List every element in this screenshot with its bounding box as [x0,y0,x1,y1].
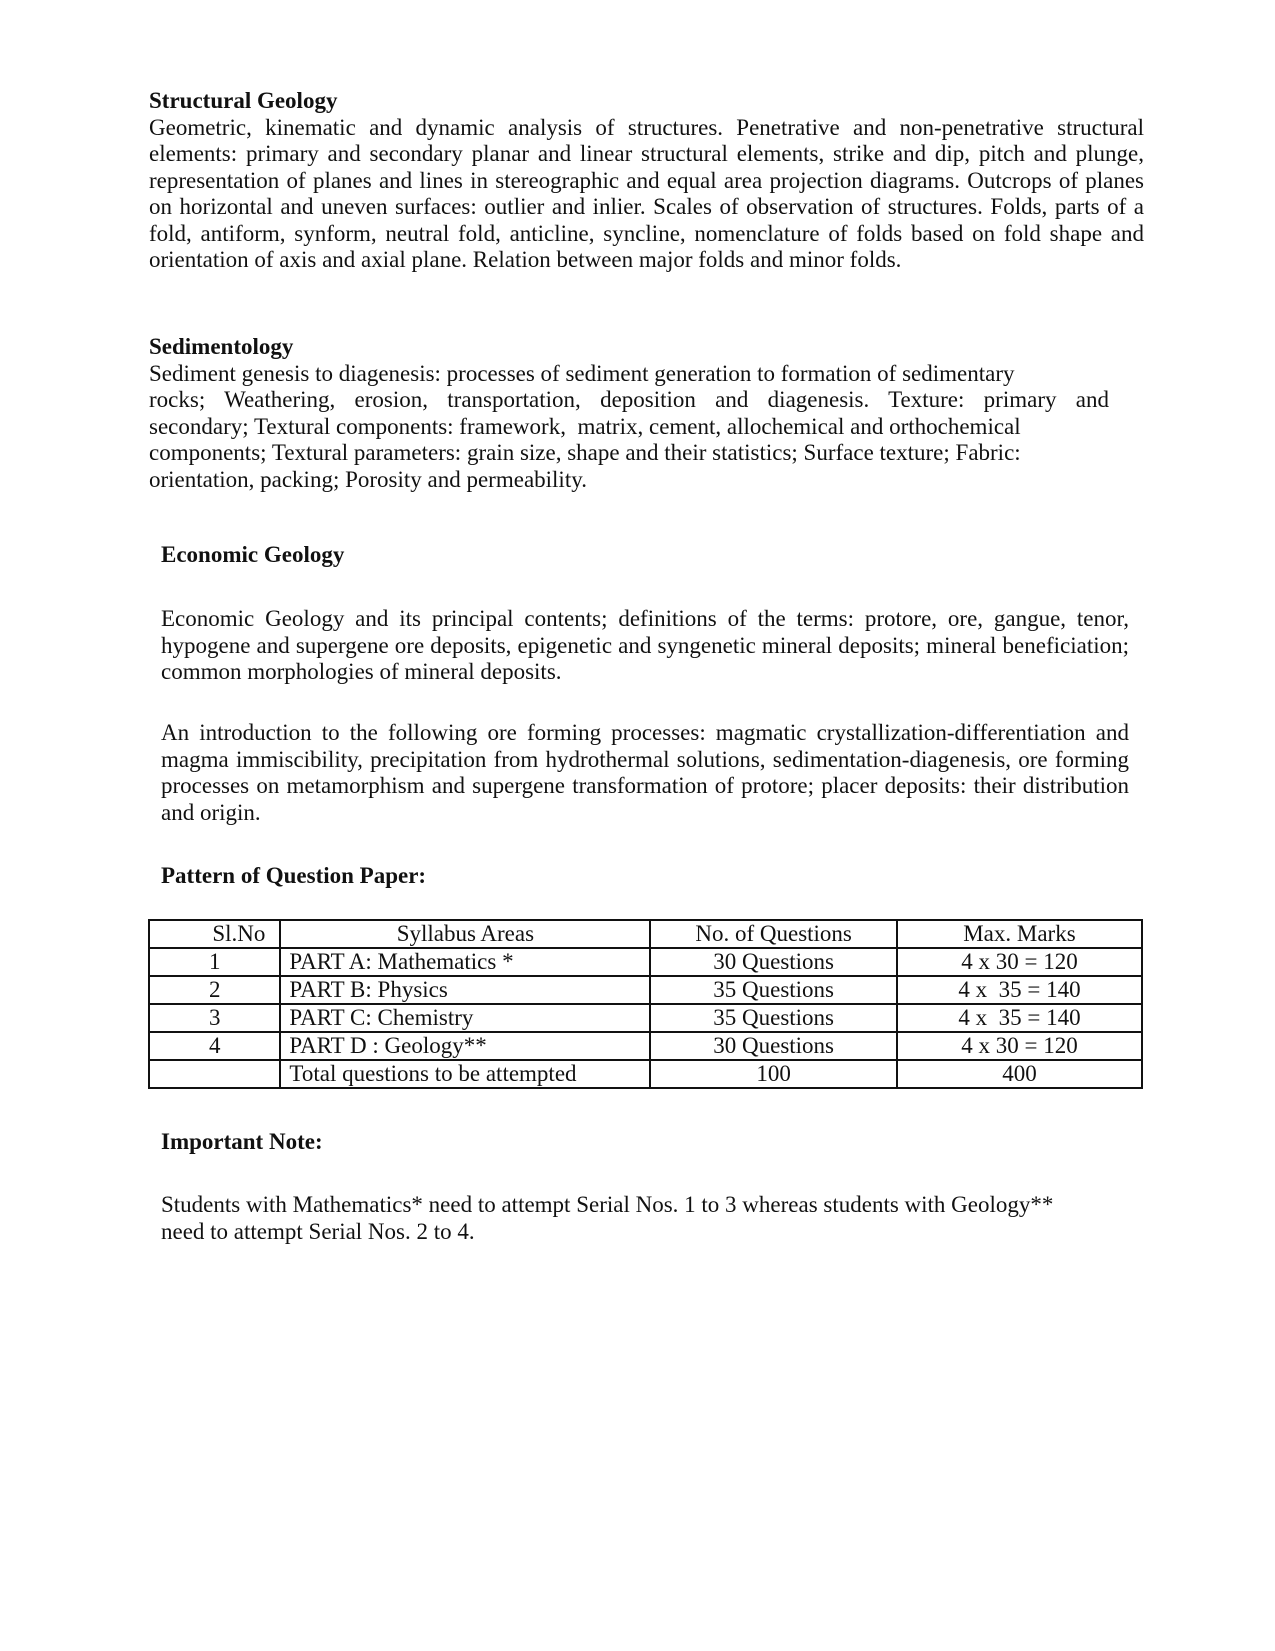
table-row [149,1032,1142,1060]
cell-sl-no: 2 [149,976,280,1004]
cell-max-marks: 4 x 30 = 120 [897,948,1142,976]
important-note-body [161,1192,1129,1245]
pattern-section [161,863,1121,890]
cell-questions: 35 Questions [650,976,897,1004]
cell-syllabus-area: PART C: Chemistry [280,1004,650,1032]
pattern-heading: Pattern of Question Paper: [161,863,427,888]
sedimentology-line: rocks; Weathering, erosion, transportation, deposition and diagenesis. Texture: primary and [149,387,1109,412]
cell-questions: 35 Questions [650,1004,897,1032]
sedimentology-section [149,334,1144,493]
cell-questions: 30 Questions [650,948,897,976]
cell-syllabus-area: PART D : Geology** [280,1032,650,1060]
economic-geology-paragraph-2: An introduction to the following ore forming processes: magmatic crystallization-differentiation and magma immiscibility, precipitation from hydrothermal solutions, sedimentation-diagenesis, ore forming processes on metamorphism and supergene transformation of protore; placer deposits: their distribution and origin. [161,720,1129,825]
structural-geology-heading: Structural Geology [149,88,338,113]
column-header-sl-no: Sl.No [149,920,280,948]
table-header-row [149,920,1142,948]
cell-questions: 100 [650,1060,897,1088]
cell-max-marks: 4 x 35 = 140 [897,976,1142,1004]
sedimentology-line: orientation, packing; Porosity and permeability. [149,466,587,492]
important-note-line: need to attempt Serial Nos. 2 to 4. [161,1218,475,1244]
column-header-no-of-questions: No. of Questions [650,920,897,948]
table-row [149,948,1142,976]
economic-geology-section [161,542,1121,569]
cell-sl-no: 1 [149,948,280,976]
table-row-total [149,1060,1142,1088]
economic-geology-paragraph-2-wrap [161,720,1129,826]
cell-max-marks: 400 [897,1060,1142,1088]
important-note-line: Students with Mathematics* need to attempt Serial Nos. 1 to 3 whereas students with Geology** [161,1192,1054,1217]
economic-geology-paragraph-1-wrap [161,606,1129,686]
cell-syllabus-area: Total questions to be attempted [280,1060,650,1088]
cell-sl-no: 3 [149,1004,280,1032]
cell-questions: 30 Questions [650,1032,897,1060]
cell-max-marks: 4 x 30 = 120 [897,1032,1142,1060]
important-note-heading: Important Note: [161,1129,323,1154]
column-header-max-marks: Max. Marks [897,920,1142,948]
cell-max-marks: 4 x 35 = 140 [897,1004,1142,1032]
economic-geology-paragraph-1: Economic Geology and its principal contents; definitions of the terms: protore, ore, gangue, tenor, hypogene and supergene ore deposits, epigenetic and syngenetic mineral deposits; mineral beneficiation; common morphologies of mineral deposits. [161,606,1129,684]
structural-geology-body: Geometric, kinematic and dynamic analysis of structures. Penetrative and non-penetrative structural elements: primary and secondary planar and linear structural elements, strike and dip, pitch and plunge, representation of planes and lines in stereographic and equal area projection diagrams. Outcrops of planes on horizontal and uneven surfaces: outlier and inlier. Scales of observation of structures. Folds, parts of a fold, antiform, synform, neutral fold, anticline, syncline, nomenclature of folds based on fold shape and orientation of axis and axial plane. Relation between major folds and minor folds. [149,114,1144,272]
sedimentology-body [149,361,1144,494]
table-row [149,976,1142,1004]
cell-sl-no [149,1060,280,1088]
column-header-syllabus-areas: Syllabus Areas [280,920,650,948]
sedimentology-line: Sediment genesis to diagenesis: processes of sediment generation to formation of sedimentary [149,360,1015,386]
sedimentology-line: secondary; Textural components: framework, matrix, cement, allochemical and orthochemical [149,413,1021,439]
cell-sl-no: 4 [149,1032,280,1060]
cell-syllabus-area: PART A: Mathematics * [280,948,650,976]
question-pattern-table [148,919,1143,1089]
structural-geology-section [149,88,1144,274]
important-note-section [161,1129,1121,1156]
table-row [149,1004,1142,1032]
sedimentology-line: components; Textural parameters: grain size, shape and their statistics; Surface texture; Fabric: [149,440,1021,465]
cell-syllabus-area: PART B: Physics [280,976,650,1004]
sedimentology-heading: Sedimentology [149,334,294,359]
economic-geology-heading: Economic Geology [161,542,345,567]
